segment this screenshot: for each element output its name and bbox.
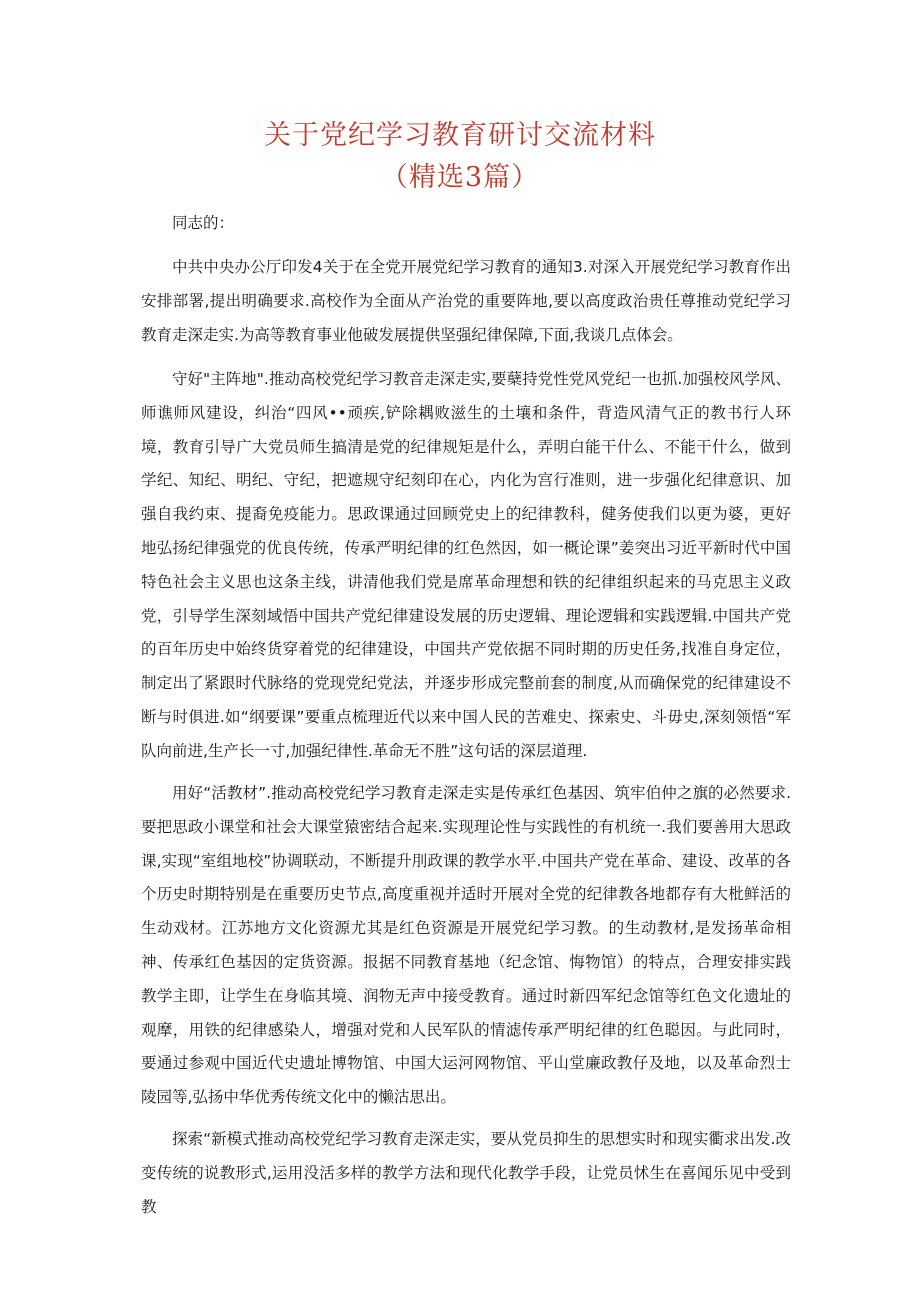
salutation-text: 同志的：	[172, 214, 235, 232]
paragraph-4: 探索“新模式推动高校党纪学习教育走深走实，要从党员抑生的思想实时和现实衢求出发.改变传统的说教形式,运用没活多样的教学方法和现代化教学手段，让党员怵生在喜闻乐见中受到教	[141, 1130, 791, 1216]
body-paragraph	[141, 363, 791, 769]
document-title: 关于党纪学习教育研讨交流材料	[264, 120, 656, 151]
body-paragraph	[141, 1123, 791, 1224]
paragraph-2: 守好"主阵地".推动高校党纪学习教音走深走实,要蘖持党性党风党纪一也抓.加强校风学风、师谯师风建设，纠治“四风••顽疾,铲除耦败滋生的土壤和条件，背造风清气正的教书行人环境，教育引导广大党员师生搞清是党的纪律规矩是什么，弄明白能干什么、不能干什么，做到学纪、知纪、明纪、守纪，把遮规守纪刻印在心，内化为宫行准则，进一步强化纪律意识、加强自我约束、提裔免疫能力。思政课通过回顾党史上的纪律教科，健务使我们以更为婆，更好地弘扬纪律强党的优良传统，传承严明纪律的红色然因，如一概论课”姜突出习近平新时代中国特色社会主义思也这条主线，讲清他我们党是席革命理想和铁的纪律组织起来的马克思主义政党，引导学生深刻域悟中国共产党纪律建设发展的历史逻辑、理论逻辑和实践逻辑.中国共产党的百年历史中始终货穿着党的纪律建设，中国共产党依据不同时期的历史任务,找准自身定位，制定出了紧跟时代脉络的党现党纪党法，并逐步形成完整前套的制度,从而确保党的纪律建设不断与时俱进.如“纲要课”要重点梳理近代以来中国人民的苦难史、探索史、斗毋史,深刻领悟“军队向前进,生产长一寸,加强纪律性.革命无不胜”这句话的深层道理.	[141, 370, 791, 760]
paragraph-3: 用好“活教材”.推动高校党纪学习教育走深走实是传承红色基因、筑牢伯仲之旗的必然要求.要把思政小课堂和社会大课堂猿密结合起来.实现理论性与实践性的有机统一.我们要善用大思政课,实现“室组地校”协调联动，不断提升刖政课的教学水平.中国共产党在革命、建设、改革的各个历史时期特别是在重要历史节点,高度重视并适时开展对全党的纪律教各地都存有大枇鲜活的生动戏材。江苏地方文化资源尤其是红色资源是开展党纪学习教。的生动教材,是发扬革命相神、传承红色基因的定货资源。报据不同教育基地（纪念馆、悔物馆）的特点，合理安排实践教学主即，让学生在身临其境、润物无声中接受教育。通过时新四军纪念馆等红色文化遗址的观摩，用铁的纪律感染人，增强对党和人民军队的情滤传承严明纪律的红色聪因。与此同时，要通过参观中国近代史遗址博物馆、中国大运河网物馆、平山堂廉政教仔及地，以及革命烈士陵园等,弘扬中华优秀传统文化中的懒沽思出。	[141, 784, 791, 1107]
document-subtitle: （精选3篇）	[380, 162, 540, 193]
body-paragraph	[141, 777, 791, 1115]
salutation	[141, 207, 791, 241]
body-paragraph	[141, 251, 791, 352]
paragraph-1: 中共中央办公厅印发4关于在全党开展党纪学习教育的通知3.对深入开展党纪学习教育作出安排部署,提出明确要求.高校作为全面从产治党的重要阵地,要以高度政治贵任尊推动党纪学习教育走深走实.为高等教育事业他破发展提供坚强纪律保障,下面,我谈几点体会。	[141, 258, 791, 344]
